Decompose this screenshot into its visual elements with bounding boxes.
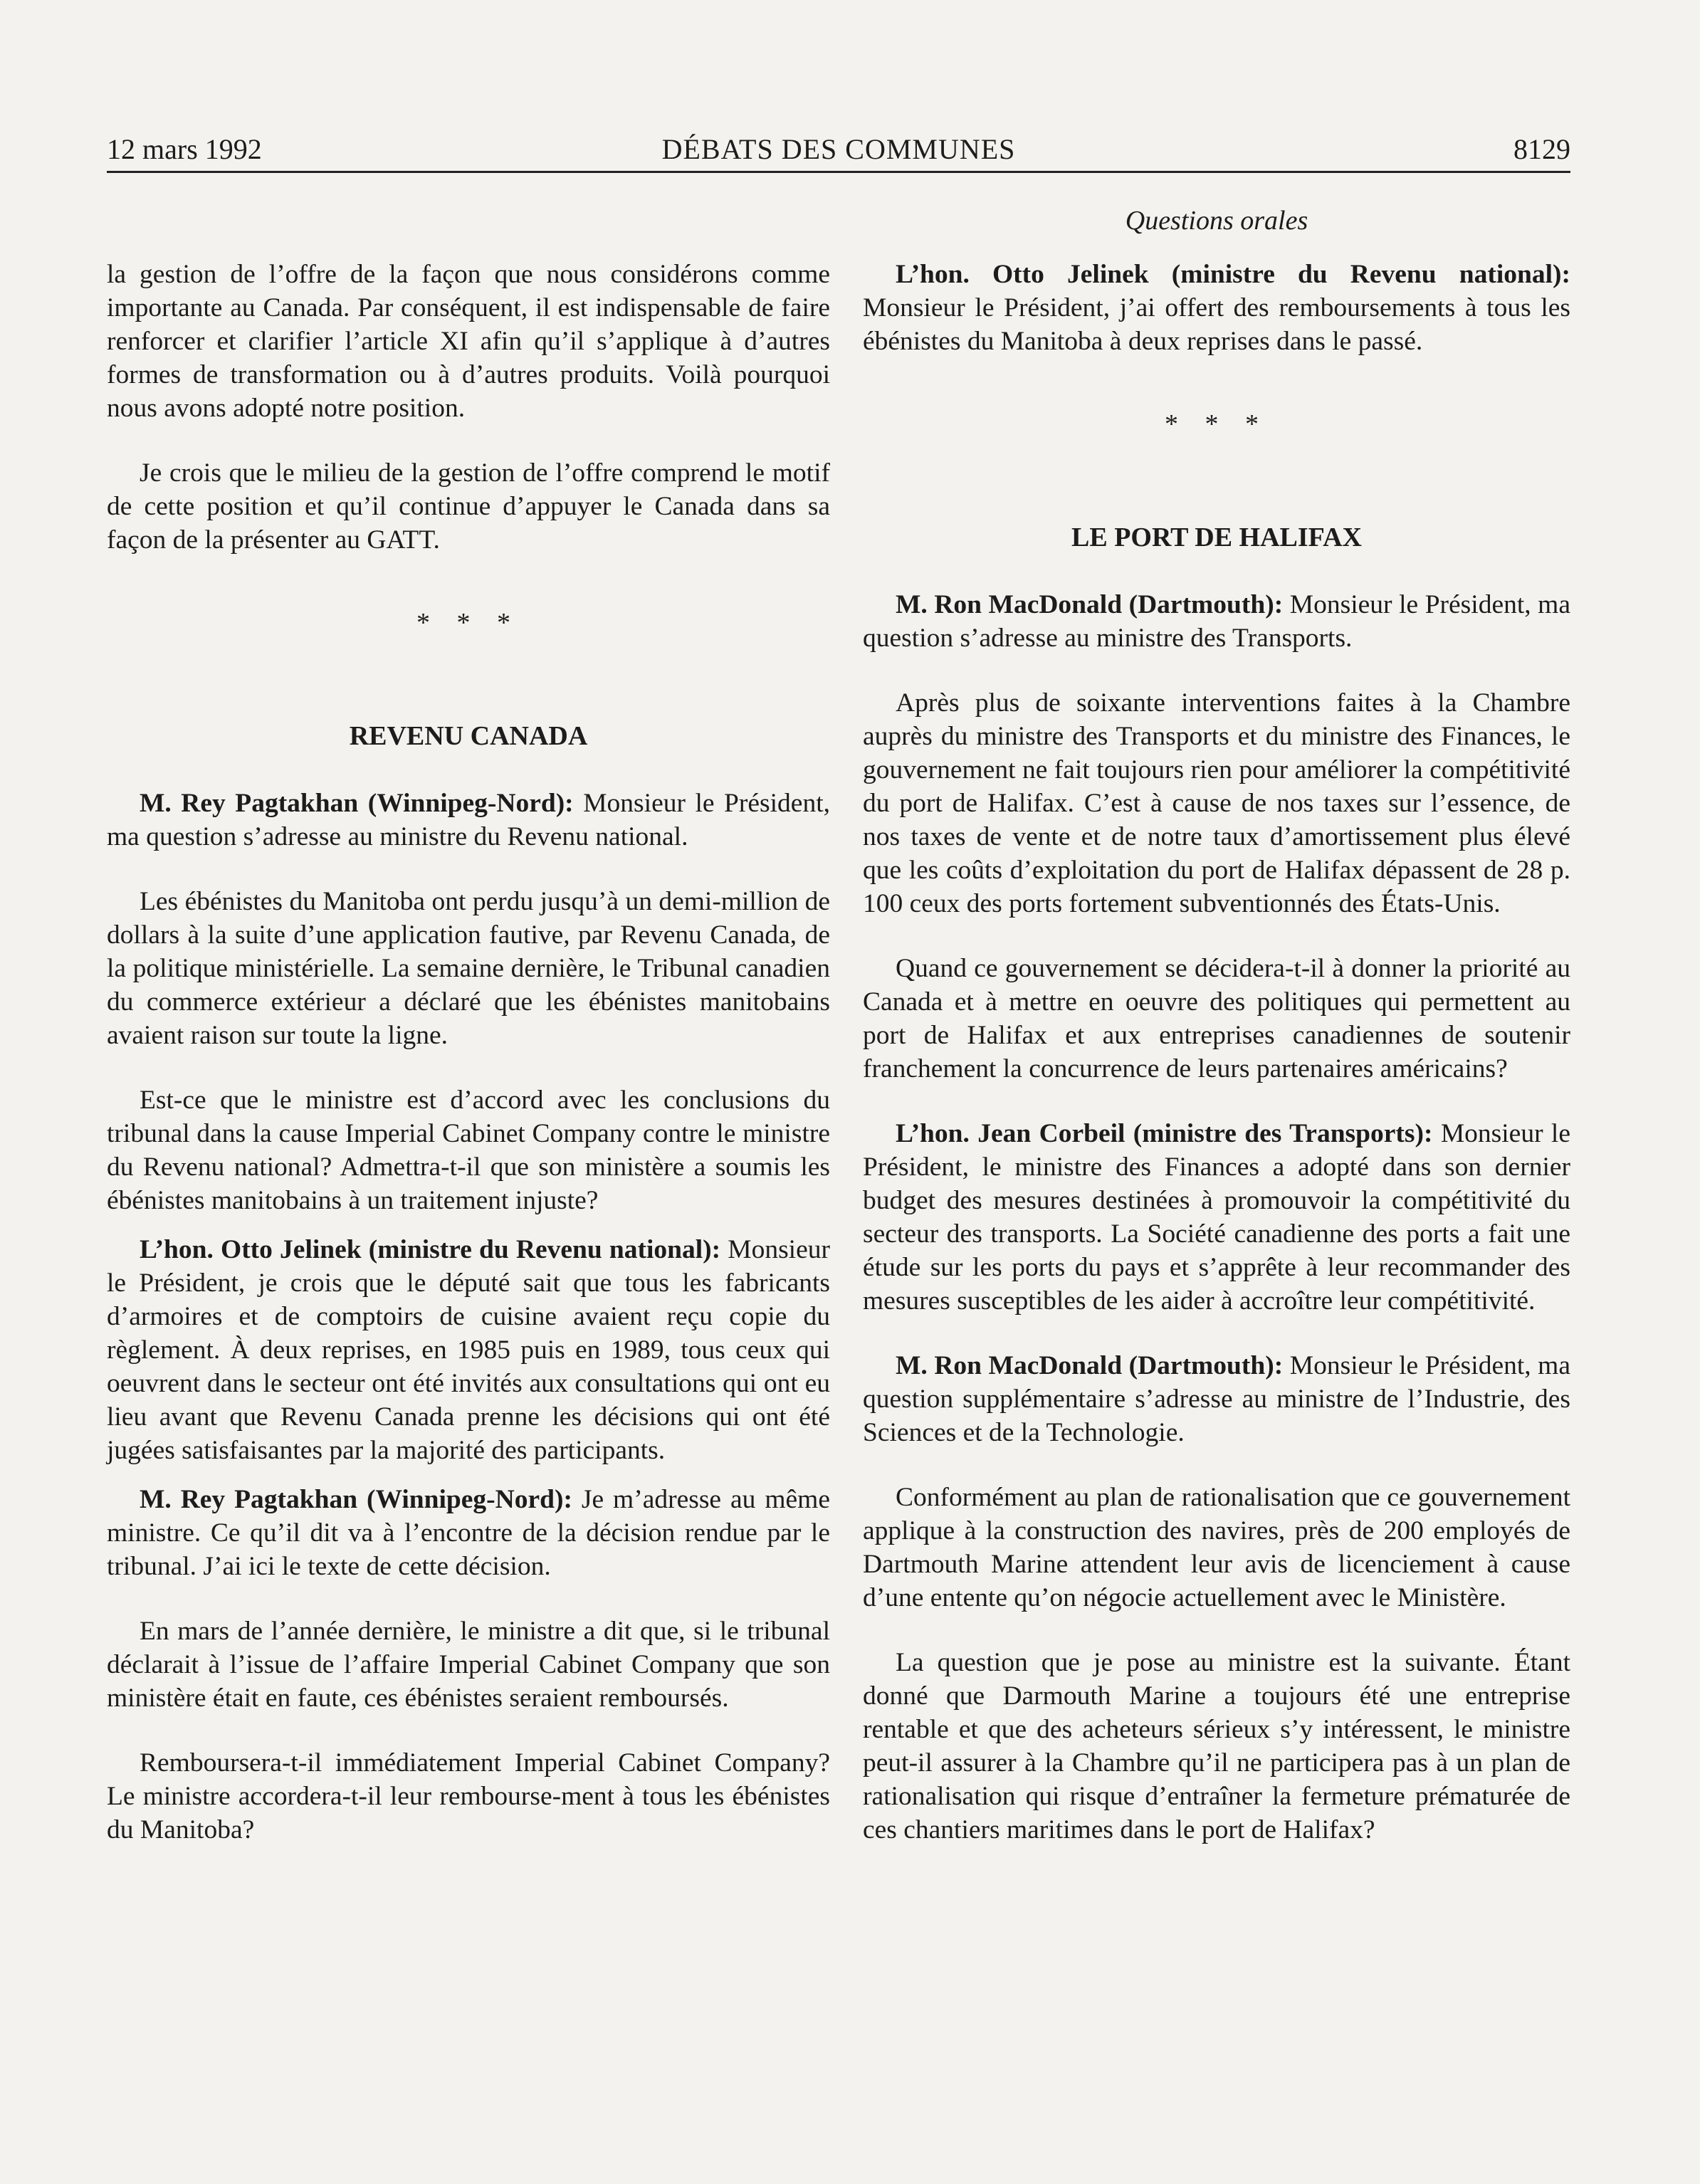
speaker-name: L’hon. Otto Jelinek (ministre du Revenu national): [140, 1235, 721, 1264]
right-column [863, 258, 1570, 1878]
paragraph: En mars de l’année dernière, le ministre a dit que, si le tribunal déclarait à l’issue de l’affaire Imperial Cabinet Company que son ministère était en faute, ces ébénistes seraient remboursés. [107, 1617, 830, 1713]
speech-text: Monsieur le Président, le ministre des Finances a adopté dans son dernier budget des mesures destinées à promouvoir la compétitivité du secteur des transports. La Société canadienne des ports a fait une étude sur les ports du pays et s’apprête à leur recommander des mesures susceptibles de les aider à accroître leur compétitivité. [863, 1119, 1570, 1316]
running-head [107, 127, 1570, 172]
speech-text: Monsieur le Président, ma question supplémentaire s’adresse au ministre de l’Industrie, des Sciences et de la Technologie. [863, 1351, 1570, 1447]
speech-paragraph [107, 1233, 830, 1467]
speech-paragraph [863, 1117, 1570, 1318]
section-separator: * * * [416, 608, 520, 638]
left-column [107, 258, 830, 1878]
paragraph: Remboursera-t-il immédiatement Imperial Cabinet Company? Le ministre accordera-t-il leur rembourse-ment à tous les ébénistes du Manitoba? [107, 1748, 830, 1844]
paragraph: Conformément au plan de rationalisation que ce gouvernement applique à la construction des navires, près de 200 employés de Dartmouth Marine attendent leur avis de licenciement à cause d’une entente qu’on négocie actuellement avec le Ministère. [863, 1483, 1570, 1612]
paragraph: Est-ce que le ministre est d’accord avec les conclusions du tribunal dans la cause Imperial Cabinet Company contre le ministre du Revenu national? Admettra-t-il que son ministère a soumis les ébénistes manitobains à un traitement injuste? [107, 1086, 830, 1215]
section-heading: LE PORT DE HALIFAX [1071, 523, 1362, 552]
speech-text: Monsieur le Président, j’ai offert des remboursements à tous les ébénistes du Manitoba à deux reprises dans le passé. [863, 293, 1570, 356]
paragraph: Après plus de soixante interventions faites à la Chambre auprès du ministre des Transports et du ministre des Finances, le gouvernement ne fait toujours rien pour améliorer la compétitivité du port de Halifax. C’est à cause de nos taxes sur l’essence, de nos taxes de vente et de notre taux d’amortissement plus élevé que les coûts d’exploitation du port de Halifax dépassent de 28 p. 100 ceux des ports fortement subventionnés des États-Unis. [863, 688, 1570, 918]
header-title: DÉBATS DES COMMUNES [661, 133, 1016, 165]
speaker-name: L’hon. Otto Jelinek (ministre du Revenu national): [896, 260, 1570, 289]
speech-paragraph [863, 588, 1570, 655]
paragraph: Je crois que le milieu de la gestion de l’offre comprend le motif de cette position et qu’il continue d’appuyer le Canada dans sa façon de la présenter au GATT. [107, 458, 830, 555]
speaker-name: M. Rey Pagtakhan (Winnipeg-Nord): [140, 789, 574, 818]
speech-paragraph [863, 1349, 1570, 1449]
paragraph: la gestion de l’offre de la façon que nous considérons comme importante au Canada. Par conséquent, il est indispensable de faire renforcer et clarifier l’article XI afin qu’il s’applique à d’autres formes de transformation ou à d’autres produits. Voilà pourquoi nous avons adopté notre position. [107, 260, 830, 423]
paragraph: Quand ce gouvernement se décidera-t-il à donner la priorité au Canada et à mettre en oeuvre des politiques qui permettent au port de Halifax et aux entreprises canadiennes de soutenir franchement la concurrence de leurs partenaires américains? [863, 954, 1570, 1083]
speech-text: Je m’adresse au même ministre. Ce qu’il dit va à l’encontre de la décision rendue par le tribunal. J’ai ici le texte de cette décision. [107, 1485, 830, 1581]
header-rule [107, 171, 1570, 173]
speech-paragraph [863, 258, 1570, 358]
speech-paragraph [107, 1483, 830, 1583]
speaker-name: M. Rey Pagtakhan (Winnipeg-Nord): [140, 1485, 572, 1514]
speaker-name: M. Ron MacDonald (Dartmouth): [896, 590, 1284, 619]
paragraph: Les ébénistes du Manitoba ont perdu jusqu’à un demi-million de dollars à la suite d’une application fautive, par Revenu Canada, de la politique ministérielle. La semaine dernière, le Tribunal canadien du commerce extérieur a déclaré que les ébénistes manitobains avaient raison sur toute la ligne. [107, 887, 830, 1050]
section-heading: REVENU CANADA [349, 721, 588, 751]
speech-text: Monsieur le Président, je crois que le député sait que tous les fabricants d’armoires et de comptoirs de cuisine avaient reçu copie du règlement. À deux reprises, en 1985 puis en 1989, tous ceux qui oeuvrent dans le secteur ont été invités aux consultations qui ont eu lieu avant que Revenu Canada prenne les décisions qui ont été jugées satisfaisantes par la majorité des participants. [107, 1235, 830, 1465]
speech-text: Monsieur le Président, ma question s’adresse au ministre du Revenu national. [107, 789, 830, 851]
speaker-name: L’hon. Jean Corbeil (ministre des Transports): [896, 1119, 1433, 1148]
speech-paragraph [107, 787, 830, 854]
speaker-name: M. Ron MacDonald (Dartmouth): [896, 1351, 1284, 1380]
header-page-number: 8129 [1513, 133, 1570, 165]
paragraph: La question que je pose au ministre est la suivante. Étant donné que Darmouth Marine a toujours été une entreprise rentable et que des acheteurs sérieux s’y intéressent, le ministre peut-il assurer à la Chambre qu’il ne participera pas à un plan de rationalisation qui risque d’entraîner la fermeture prématurée de ces chantiers maritimes dans le port de Halifax? [863, 1648, 1570, 1844]
header-date: 12 mars 1992 [107, 133, 262, 165]
section-label: Questions orales [1125, 206, 1308, 236]
speech-text: Monsieur le Président, ma question s’adresse au ministre des Transports. [863, 590, 1570, 653]
section-separator: * * * [1165, 409, 1269, 439]
